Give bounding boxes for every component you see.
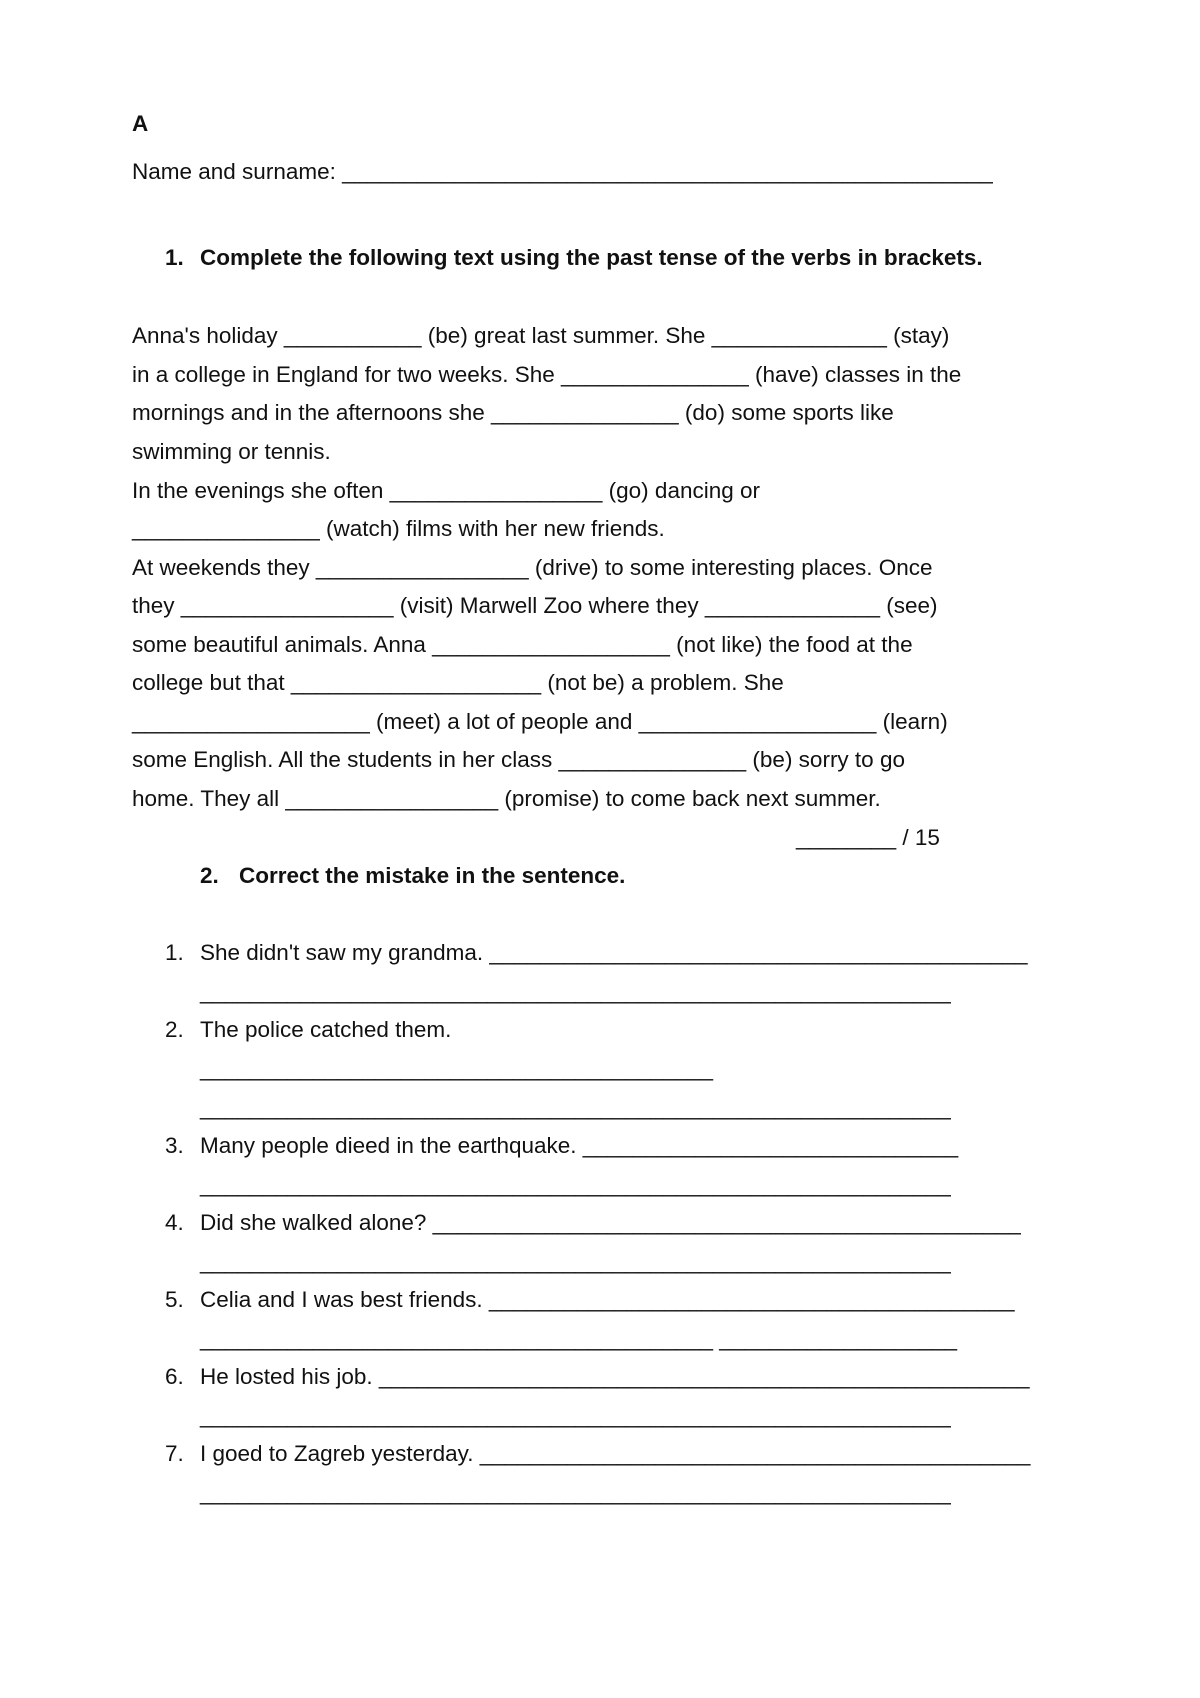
item-sentence: She didn't saw my grandma. ___________________________________________ [200, 940, 1028, 965]
item-number: 7. [165, 1441, 184, 1466]
text-line: At weekends they _________________ (drive) to some interesting places. Once [132, 555, 933, 580]
exercise-1-instruction: Complete the following text using the past tense of the verbs in brackets. [200, 245, 983, 270]
score-line: ________ / 15 [796, 825, 940, 850]
item-sentence: The police catched them. [200, 1017, 452, 1042]
text-line: mornings and in the afternoons she _______________ (do) some sports like [132, 400, 894, 425]
text-line: Anna's holiday ___________ (be) great last summer. She ______________ (stay) [132, 323, 950, 348]
item-number: 3. [165, 1133, 184, 1158]
text-line: they _________________ (visit) Marwell Zoo where they ______________ (see) [132, 593, 938, 618]
text-line: home. They all _________________ (promise) to come back next summer. [132, 786, 881, 811]
text-line: swimming or tennis. [132, 439, 331, 464]
answer-line: ____________________________________________________________ [200, 1480, 951, 1505]
name-surname-line: Name and surname: ____________________________________________________ [132, 159, 993, 184]
item-sentence: Celia and I was best friends. __________________________________________ [200, 1287, 1015, 1312]
answer-line: ____________________________________________________________ [200, 1172, 951, 1197]
answer-line: ____________________________________________________________ [200, 1403, 951, 1428]
item-sentence: Did she walked alone? _______________________________________________ [200, 1210, 1021, 1235]
text-line: college but that ____________________ (not be) a problem. She [132, 670, 784, 695]
answer-line: ____________________________________________________________ [200, 979, 951, 1004]
item-number: 1. [165, 940, 184, 965]
text-line: in a college in England for two weeks. She _______________ (have) classes in the [132, 362, 962, 387]
item-sentence: I goed to Zagreb yesterday. ____________________________________________ [200, 1441, 1031, 1466]
item-number: 5. [165, 1287, 184, 1312]
text-line: some English. All the students in her class _______________ (be) sorry to go [132, 747, 905, 772]
text-line: In the evenings she often _________________ (go) dancing or [132, 478, 761, 503]
answer-line: _________________________________________ ___________________ [200, 1326, 958, 1351]
item-number: 2. [165, 1017, 184, 1042]
exercise-1-number: 1. [165, 245, 184, 270]
item-sentence: He losted his job. ____________________________________________________ [200, 1364, 1030, 1389]
text-line: _______________ (watch) films with her new friends. [132, 516, 665, 541]
text-line: some beautiful animals. Anna ___________________ (not like) the food at the [132, 632, 913, 657]
version-letter: A [132, 111, 149, 136]
item-number: 4. [165, 1210, 184, 1235]
exercise-2-number: 2. [200, 863, 219, 888]
answer-line: ____________________________________________________________ [200, 1249, 951, 1274]
answer-line: ____________________________________________________________ [200, 1095, 951, 1120]
text-line: ___________________ (meet) a lot of people and ___________________ (learn) [132, 709, 948, 734]
item-sentence: Many people dieed in the earthquake. ______________________________ [200, 1133, 959, 1158]
exercise-2-instruction: Correct the mistake in the sentence. [239, 863, 626, 888]
item-number: 6. [165, 1364, 184, 1389]
answer-line: _________________________________________ [200, 1056, 714, 1081]
